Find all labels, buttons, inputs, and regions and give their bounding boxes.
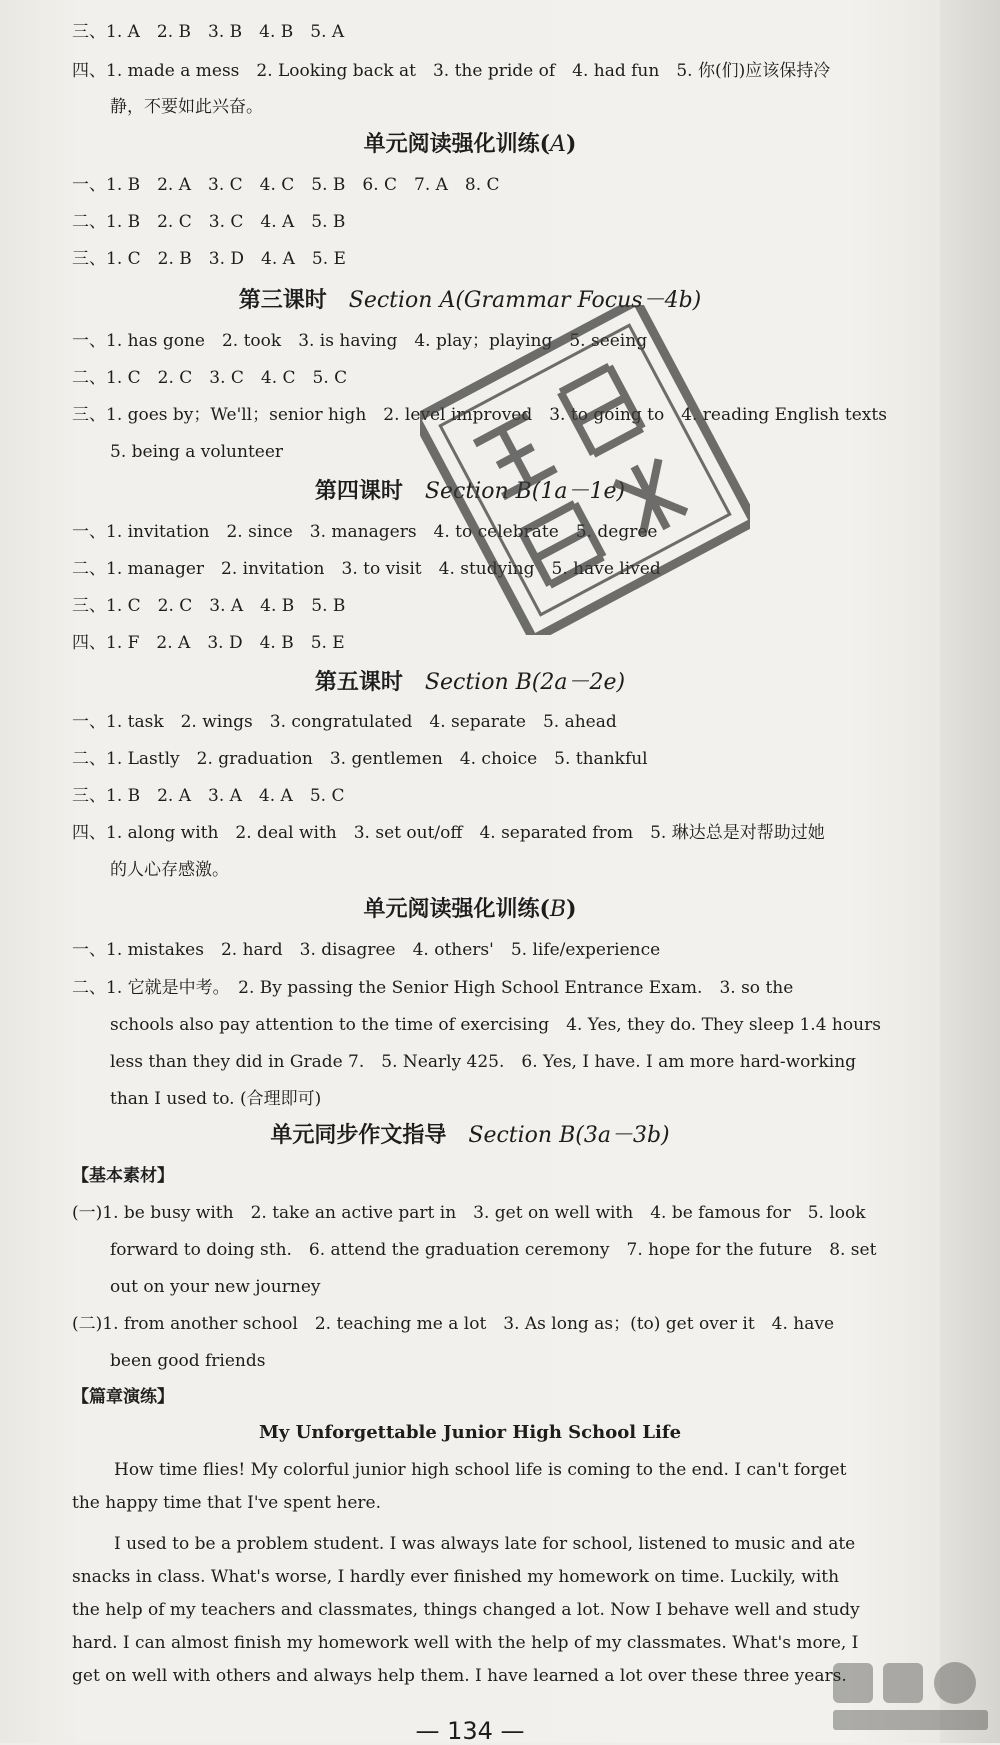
essay-paragraph: How time flies! My colorful junior high school life is coming to the end. I can't forget the happy time that I've spent here. xyxy=(72,1460,847,1513)
answer-line: 二、1. C 2. C 3. C 4. C 5. C xyxy=(72,368,348,388)
answer-line: 二、1. B 2. C 3. C 4. A 5. B xyxy=(72,212,346,232)
subsection-label: 【篇章演练】 xyxy=(72,1387,174,1407)
answer-line: been good friends xyxy=(110,1351,266,1371)
answer-line: 四、1. made a mess 2. Looking back at 3. the pride of 4. had fun 5. 你(们)应该保持冷 xyxy=(72,61,831,81)
lesson-heading: 第三课时 Section A(Grammar Focus－4b) xyxy=(238,287,702,313)
answer-line: 一、1. B 2. A 3. C 4. C 5. B 6. C 7. A 8. C xyxy=(72,175,500,195)
essay-title: My Unforgettable Junior High School Life xyxy=(258,1422,682,1443)
answer-line: 一、1. invitation 2. since 3. managers 4. to celebrate 5. degree xyxy=(72,522,658,542)
answer-line: 三、1. C 2. B 3. D 4. A 5. E xyxy=(72,249,346,269)
seal-stamp-icon xyxy=(420,305,750,635)
answer-line: 二、1. 它就是中考。 2. By passing the Senior High School Entrance Exam. 3. so the xyxy=(72,978,794,998)
answer-line: out on your new journey xyxy=(110,1277,321,1297)
page-number: — 134 — xyxy=(415,1717,525,1745)
subsection-label: 【基本素材】 xyxy=(72,1166,174,1186)
answer-line: less than they did in Grade 7. 5. Nearly 425. 6. Yes, I have. I am more hard-working xyxy=(110,1052,857,1072)
answer-line: 二、1. Lastly 2. graduation 3. gentlemen 4. choice 5. thankful xyxy=(72,749,648,769)
answer-line: 三、1. goes by；We'll；senior high 2. level improved 3. to going to 4. reading English texts xyxy=(72,405,887,425)
answer-line: 四、1. F 2. A 3. D 4. B 5. E xyxy=(72,633,345,653)
page-edge-shadow xyxy=(940,0,1000,1743)
answer-line: (二)1. from another school 2. teaching me a lot 3. As long as；(to) get over it 4. have xyxy=(72,1314,835,1334)
answer-line: 三、1. A 2. B 3. B 4. B 5. A xyxy=(72,22,345,42)
answer-line: 一、1. task 2. wings 3. congratulated 4. separate 5. ahead xyxy=(72,712,617,732)
answer-line: 三、1. B 2. A 3. A 4. A 5. C xyxy=(72,786,345,806)
essay-paragraph: I used to be a problem student. I was always late for school, listened to music and ate snacks in class. What's worse, I hardly ever finished my homework on time. Luckily, with the help of my teachers and classmates, things changed a lot. Now I behave well and study hard. I can almost finish my homework well with the help of my classmates. What's more, I get on well with others and always help them. I have learned a lot over these three years. xyxy=(72,1534,860,1686)
section-heading: 单元阅读强化训练(A) xyxy=(363,131,577,157)
answer-line: 5. being a volunteer xyxy=(110,442,284,462)
answer-line: schools also pay attention to the time of exercising 4. Yes, they do. They sleep 1.4 hours xyxy=(110,1015,881,1035)
answer-line: 二、1. manager 2. invitation 3. to visit 4. studying 5. have lived xyxy=(72,559,661,579)
answer-line: 静，不要如此兴奋。 xyxy=(110,97,263,117)
answer-line: 一、1. mistakes 2. hard 3. disagree 4. others' 5. life/experience xyxy=(72,940,661,960)
answer-line: forward to doing sth. 6. attend the graduation ceremony 7. hope for the future 8. set xyxy=(110,1240,877,1260)
answer-line: than I used to. (合理即可) xyxy=(110,1089,322,1109)
answer-line: 一、1. has gone 2. took 3. is having 4. play；playing 5. seeing xyxy=(72,331,648,351)
section-heading: 单元同步作文指导 Section B(3a－3b) xyxy=(270,1122,670,1148)
answer-line: 的人心存感激。 xyxy=(110,860,229,880)
lesson-heading: 第五课时 Section B(2a－2e) xyxy=(314,669,626,695)
answer-line: (一)1. be busy with 2. take an active part in 3. get on well with 4. be famous for 5. look xyxy=(72,1203,866,1223)
answer-line: 三、1. C 2. C 3. A 4. B 5. B xyxy=(72,596,346,616)
section-heading: 单元阅读强化训练(B) xyxy=(363,896,577,922)
lesson-heading: 第四课时 Section B(1a－1e) xyxy=(314,478,626,504)
answer-line: 四、1. along with 2. deal with 3. set out/off 4. separated from 5. 琳达总是对帮助过她 xyxy=(72,823,825,843)
